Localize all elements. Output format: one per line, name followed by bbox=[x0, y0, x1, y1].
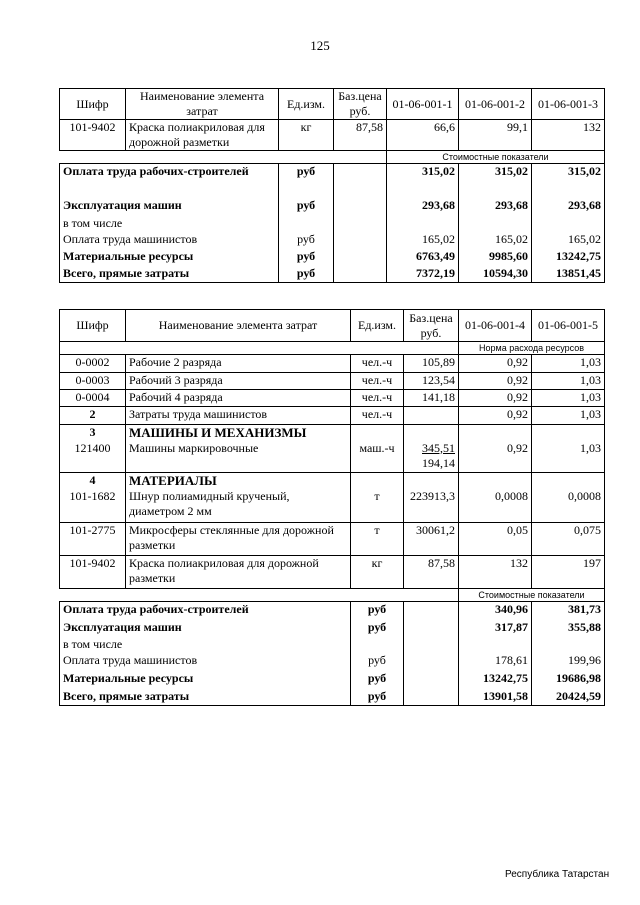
row-v5: 1,03 bbox=[532, 390, 605, 407]
row-v4: 0,92 bbox=[459, 390, 532, 407]
header-base-price: Баз.цена руб. bbox=[334, 89, 387, 120]
norm-row bbox=[60, 342, 605, 355]
cost-v2: 293,68 bbox=[459, 198, 532, 216]
header-col3: 01-06-001-3 bbox=[532, 89, 605, 120]
cost-v5: 20424,59 bbox=[532, 689, 605, 706]
cost-unit: руб bbox=[279, 164, 334, 198]
cost-v1: 293,68 bbox=[387, 198, 459, 216]
page-number: 125 bbox=[310, 38, 330, 53]
table-row bbox=[60, 390, 605, 407]
row-code: 0-0004 bbox=[60, 390, 126, 407]
row-v4: 132 bbox=[459, 556, 532, 589]
row-name: Краска полиакриловая для дорожной разметки bbox=[126, 556, 351, 589]
row-unit: чел.-ч bbox=[351, 373, 404, 390]
row-v5: 1,03 bbox=[532, 373, 605, 390]
cost-v2: 9985,60 bbox=[459, 249, 532, 266]
cost-v5: 381,73 bbox=[532, 602, 605, 620]
cost-name: Материальные ресурсы bbox=[60, 671, 351, 689]
cost-name: Всего, прямые затраты bbox=[60, 689, 351, 706]
cost-v5: 355,88 bbox=[532, 620, 605, 637]
cost-v4: 178,61 bbox=[459, 653, 532, 671]
cost-v3: 13242,75 bbox=[532, 249, 605, 266]
header-col5: 01-06-001-5 bbox=[532, 310, 605, 342]
row-price: 123,54 bbox=[404, 373, 459, 390]
cost-name: в том числе bbox=[60, 637, 351, 653]
cost-unit: руб bbox=[351, 671, 404, 689]
cost-table-2 bbox=[59, 309, 605, 706]
cost-row bbox=[60, 689, 605, 706]
header-code: Шифр bbox=[60, 310, 126, 342]
row-v4: 0,92 bbox=[459, 407, 532, 425]
row-v4: 0,0008 bbox=[459, 489, 532, 523]
section-row bbox=[60, 151, 605, 164]
table-row bbox=[60, 556, 605, 589]
table-row bbox=[60, 355, 605, 373]
group-header-row bbox=[60, 425, 605, 441]
cost-row bbox=[60, 249, 605, 266]
group-header-row bbox=[60, 473, 605, 489]
header-code: Шифр bbox=[60, 89, 126, 120]
cost-v4: 317,87 bbox=[459, 620, 532, 637]
table-row bbox=[60, 373, 605, 390]
table-row bbox=[60, 523, 605, 556]
cost-unit: руб bbox=[351, 620, 404, 637]
group-title: МАТЕРИАЛЫ bbox=[126, 473, 351, 489]
cost-row bbox=[60, 602, 605, 620]
cost-unit: руб bbox=[279, 266, 334, 283]
cost-row bbox=[60, 671, 605, 689]
row-price: 105,89 bbox=[404, 355, 459, 373]
row-code: 121400 bbox=[60, 441, 126, 473]
row-price: 87,58 bbox=[404, 556, 459, 589]
norm-label: Норма расхода ресурсов bbox=[459, 342, 605, 355]
cost-name: Оплата труда рабочих-строителей bbox=[60, 164, 279, 198]
cost-unit: руб bbox=[351, 602, 404, 620]
header-unit: Ед.изм. bbox=[351, 310, 404, 342]
row-v4: 0,92 bbox=[459, 355, 532, 373]
row-unit: кг bbox=[279, 120, 334, 151]
row-v3: 132 bbox=[532, 120, 605, 151]
header-unit: Ед.изм. bbox=[279, 89, 334, 120]
row-price: 30061,2 bbox=[404, 523, 459, 556]
cost-name: в том числе bbox=[60, 216, 279, 232]
row-unit: кг bbox=[351, 556, 404, 589]
cost-v3: 165,02 bbox=[532, 232, 605, 249]
row-v5: 1,03 bbox=[532, 355, 605, 373]
table2-header-row bbox=[60, 310, 605, 342]
table-row bbox=[60, 489, 605, 523]
cost-v4: 13901,58 bbox=[459, 689, 532, 706]
cost-v2: 315,02 bbox=[459, 164, 532, 198]
cost-v5: 199,96 bbox=[532, 653, 605, 671]
cost-name: Эксплуатация машин bbox=[60, 198, 279, 216]
cost-row bbox=[60, 198, 605, 216]
row-v5: 1,03 bbox=[532, 441, 605, 473]
cost-row bbox=[60, 232, 605, 249]
header-base-price: Баз.цена руб. bbox=[404, 310, 459, 342]
row-price: 87,58 bbox=[334, 120, 387, 151]
row-name: Рабочий 4 разряда bbox=[126, 390, 351, 407]
cost-v3: 315,02 bbox=[532, 164, 605, 198]
row-name: Шнур полиамидный крученый, диаметром 2 мм bbox=[126, 489, 351, 523]
row-v4: 0,92 bbox=[459, 441, 532, 473]
group-code: 3 bbox=[60, 425, 126, 441]
cost-v2: 165,02 bbox=[459, 232, 532, 249]
row-unit: маш.-ч bbox=[351, 441, 404, 473]
row-unit: чел.-ч bbox=[351, 407, 404, 425]
row-unit: т bbox=[351, 523, 404, 556]
cost-name: Материальные ресурсы bbox=[60, 249, 279, 266]
cost-name: Оплата труда рабочих-строителей bbox=[60, 602, 351, 620]
cost-v2: 10594,30 bbox=[459, 266, 532, 283]
row-name: Затраты труда машинистов bbox=[126, 407, 351, 425]
row-code: 2 bbox=[60, 407, 126, 425]
cost-v3: 293,68 bbox=[532, 198, 605, 216]
machine-price-1: 345,51 bbox=[422, 440, 455, 455]
cost-v1: 6763,49 bbox=[387, 249, 459, 266]
cost-name: Оплата труда машинистов bbox=[60, 653, 351, 671]
group-title: МАШИНЫ И МЕХАНИЗМЫ bbox=[126, 425, 351, 441]
machine-price-2: 194,14 bbox=[422, 455, 455, 470]
cost-v5: 19686,98 bbox=[532, 671, 605, 689]
header-col2: 01-06-001-2 bbox=[459, 89, 532, 120]
row-code: 101-2775 bbox=[60, 523, 126, 556]
cost-v1: 165,02 bbox=[387, 232, 459, 249]
footer-region: Республика Татарстан bbox=[505, 869, 610, 880]
row-name: Машины маркировочные bbox=[126, 441, 351, 473]
header-col1: 01-06-001-1 bbox=[387, 89, 459, 120]
row-unit: чел.-ч bbox=[351, 355, 404, 373]
header-col4: 01-06-001-4 bbox=[459, 310, 532, 342]
row-price: 141,18 bbox=[404, 390, 459, 407]
row-code: 101-9402 bbox=[60, 120, 126, 151]
section-label: Стоимостные показатели bbox=[459, 589, 605, 602]
row-code: 101-9402 bbox=[60, 556, 126, 589]
header-name: Наименование элемента затрат bbox=[126, 89, 279, 120]
cost-row bbox=[60, 164, 605, 198]
cost-row bbox=[60, 266, 605, 283]
table-row bbox=[60, 407, 605, 425]
table-row bbox=[60, 120, 605, 151]
cost-row bbox=[60, 637, 605, 653]
table-row bbox=[60, 441, 605, 473]
row-v5: 1,03 bbox=[532, 407, 605, 425]
cost-v4: 340,96 bbox=[459, 602, 532, 620]
cost-name: Всего, прямые затраты bbox=[60, 266, 279, 283]
row-name: Микросферы стеклянные для дорожной разметки bbox=[126, 523, 351, 556]
row-v4: 0,92 bbox=[459, 373, 532, 390]
cost-row bbox=[60, 620, 605, 637]
cost-v1: 7372,19 bbox=[387, 266, 459, 283]
row-unit: т bbox=[351, 489, 404, 523]
cost-unit: руб bbox=[279, 232, 334, 249]
table1-header-row bbox=[60, 89, 605, 120]
section-row bbox=[60, 589, 605, 602]
row-price: 223913,3 bbox=[404, 489, 459, 523]
cost-name: Эксплуатация машин bbox=[60, 620, 351, 637]
row-unit: чел.-ч bbox=[351, 390, 404, 407]
cost-unit: руб bbox=[351, 689, 404, 706]
row-name: Рабочие 2 разряда bbox=[126, 355, 351, 373]
row-v5: 197 bbox=[532, 556, 605, 589]
row-v1: 66,6 bbox=[387, 120, 459, 151]
row-code: 0-0002 bbox=[60, 355, 126, 373]
cost-v4: 13242,75 bbox=[459, 671, 532, 689]
cost-table-1 bbox=[59, 88, 605, 283]
cost-unit: руб bbox=[279, 198, 334, 216]
cost-row bbox=[60, 653, 605, 671]
group-code: 4 bbox=[60, 473, 126, 489]
row-v5: 0,075 bbox=[532, 523, 605, 556]
cost-unit: руб bbox=[279, 249, 334, 266]
row-code: 101-1682 bbox=[60, 489, 126, 523]
row-v4: 0,05 bbox=[459, 523, 532, 556]
row-v5: 0,0008 bbox=[532, 489, 605, 523]
cost-row bbox=[60, 216, 605, 232]
row-code: 0-0003 bbox=[60, 373, 126, 390]
section-label: Стоимостные показатели bbox=[387, 151, 605, 164]
row-name: Рабочий 3 разряда bbox=[126, 373, 351, 390]
row-v2: 99,1 bbox=[459, 120, 532, 151]
cost-v3: 13851,45 bbox=[532, 266, 605, 283]
row-name: Краска полиакриловая для дорожной разметки bbox=[126, 120, 279, 151]
header-name: Наименование элемента затрат bbox=[126, 310, 351, 342]
cost-name: Оплата труда машинистов bbox=[60, 232, 279, 249]
cost-unit: руб bbox=[351, 653, 404, 671]
cost-v1: 315,02 bbox=[387, 164, 459, 198]
